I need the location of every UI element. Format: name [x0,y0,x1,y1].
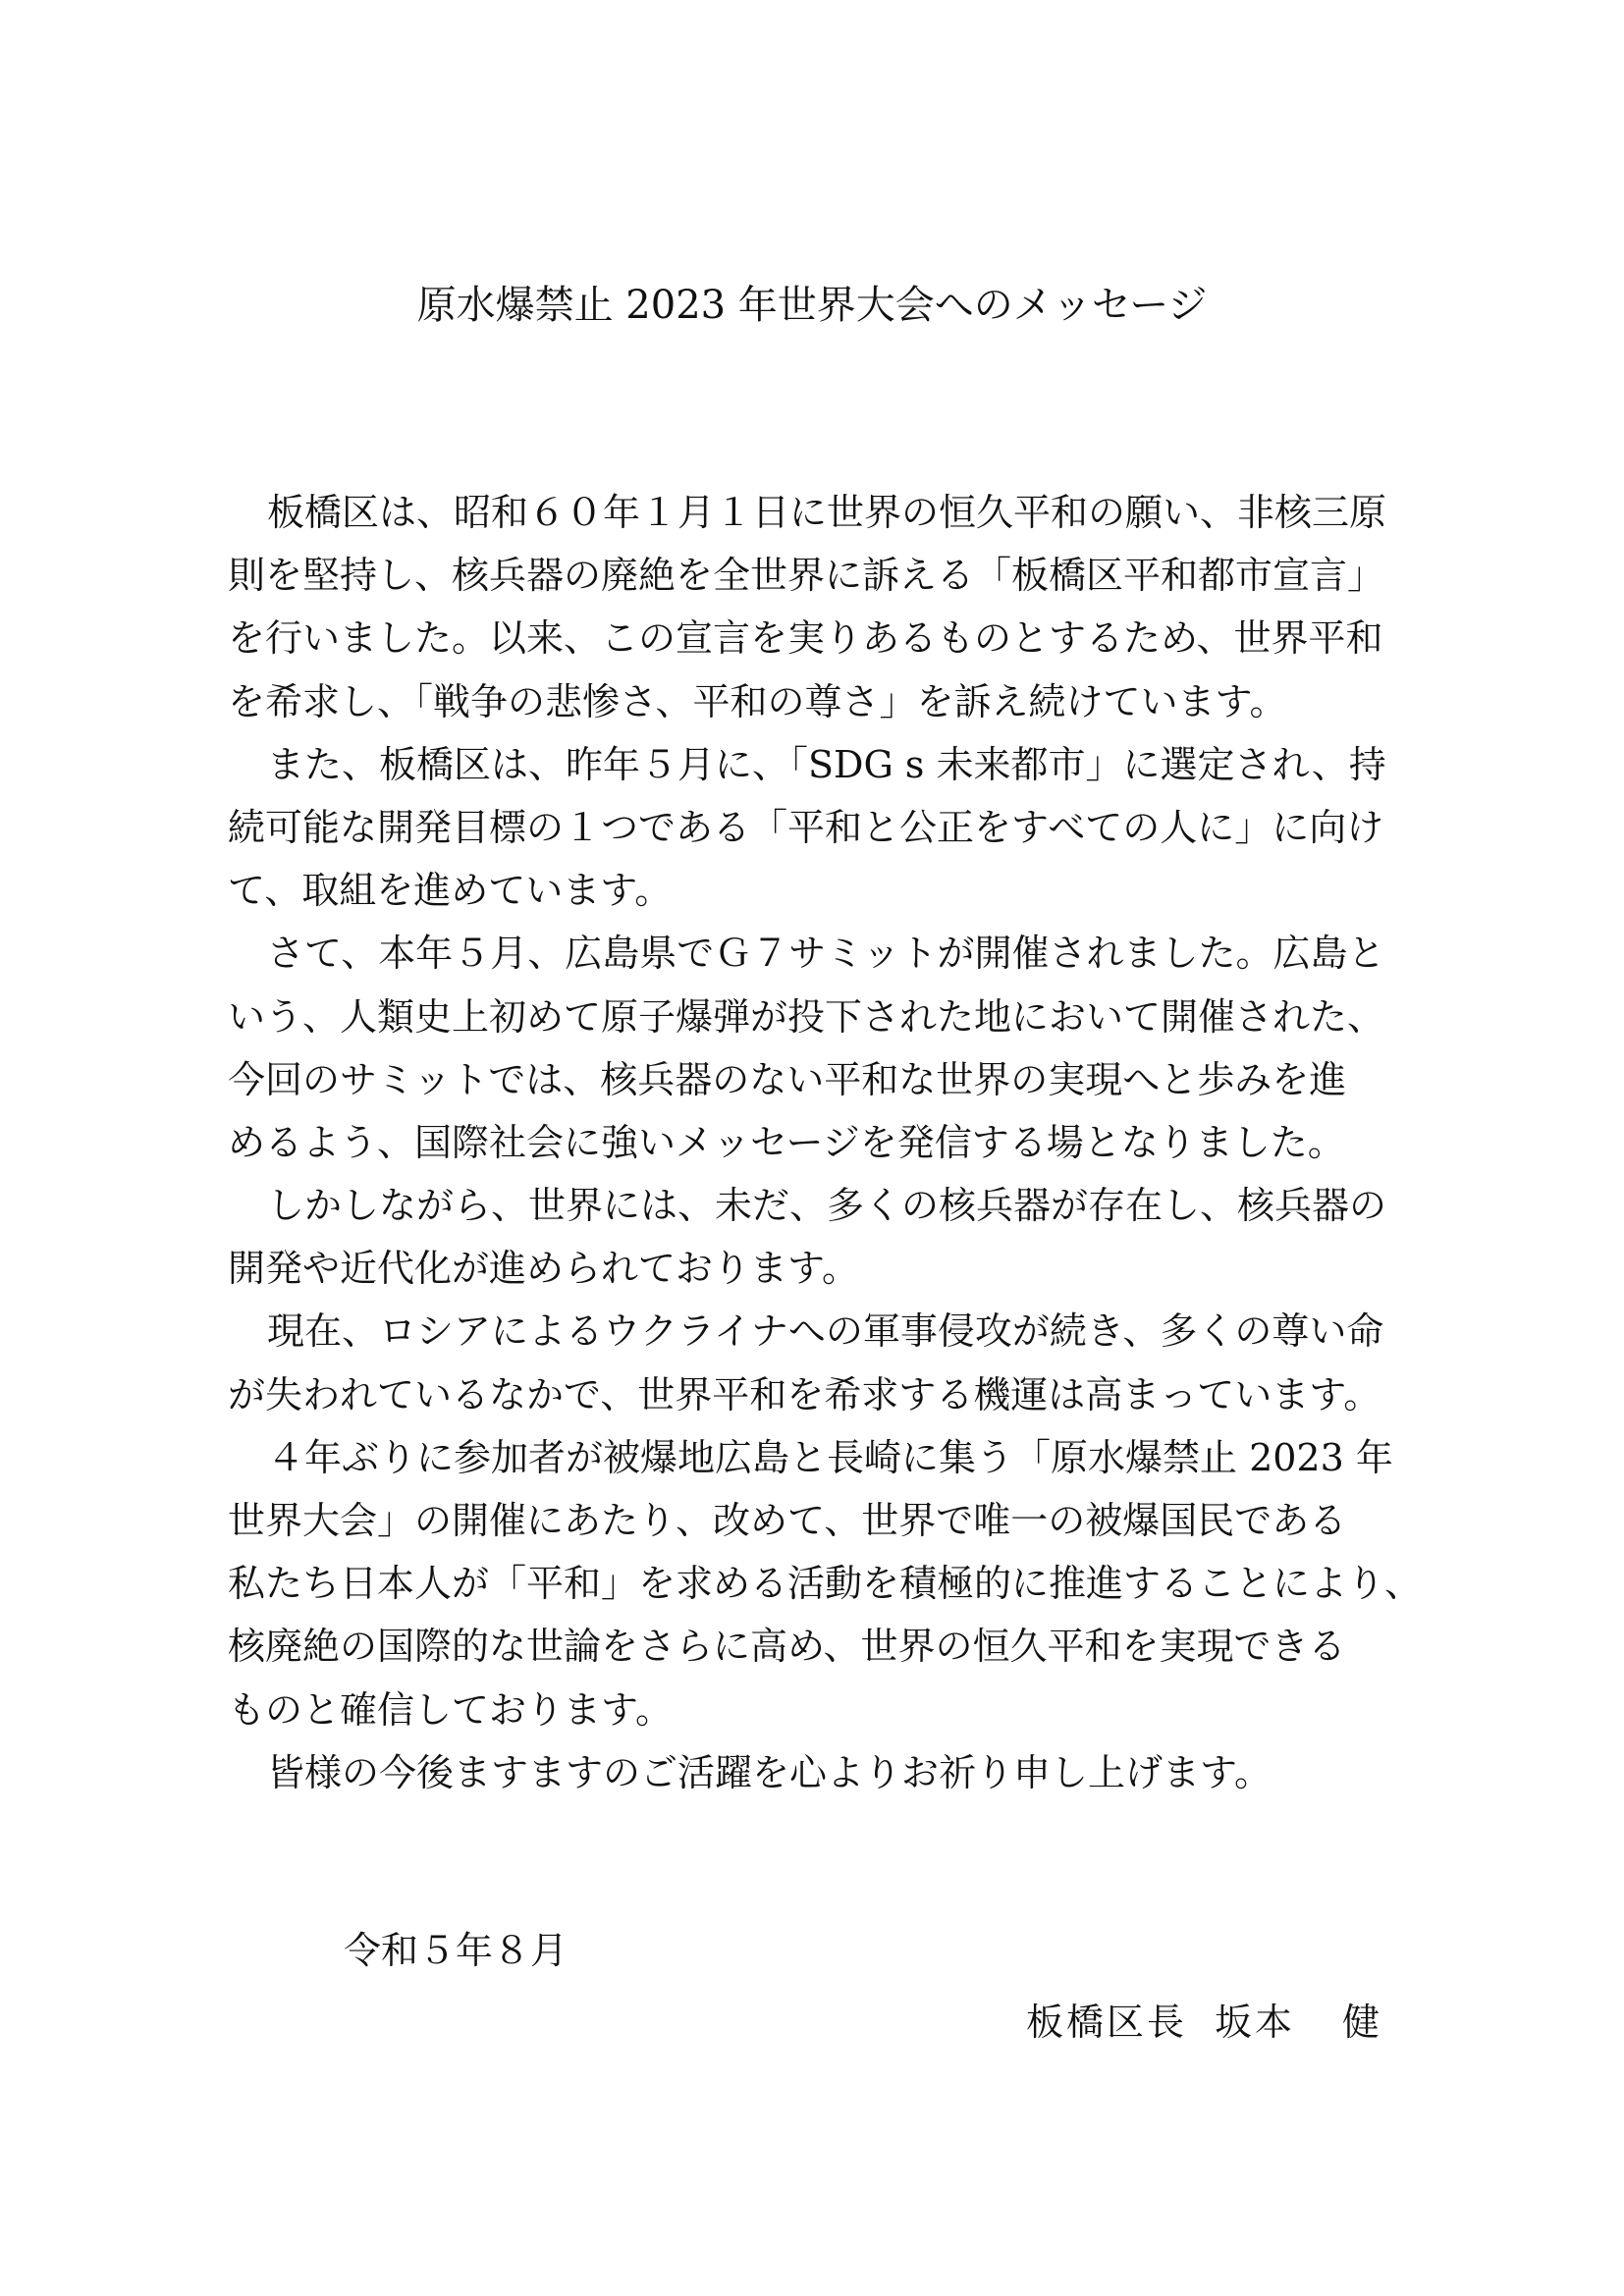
body-line: 開発や近代化が進められております。 [228,1247,859,1291]
signer-surname: 坂本 [1214,2001,1295,2044]
signature [1026,1993,1382,2052]
signer-title: 板橋区長 [1025,2001,1187,2044]
body-line: また、板橋区は、昨年５月に、「SDG s 未来都市」に選定され、持 [267,742,1386,786]
body-line: 私たち日本人が「平和」を求める活動を積極的に推進することにより、 [228,1562,1423,1606]
body-line: ものと確信しております。 [228,1687,673,1732]
body-line: が失われているなかで、世界平和を希求する機運は高まっています。 [228,1372,1381,1416]
body-line: いう、人類史上初めて原子爆弾が投下された地において開催された、 [228,994,1385,1039]
message-body [228,481,1423,1804]
body-line: を希求し、「戦争の悲惨さ、平和の尊さ」を訴え続けています。 [228,679,1287,723]
body-line: 皆様の今後ますますのご活躍を心よりお祈り申し上げます。 [267,1750,1272,1794]
body-line: を行いました。以来、この宣言を実りあるものとするため、世界平和 [228,616,1383,661]
document-date: 令和５年８月 [344,1929,568,1972]
body-line: ４年ぶりに参加者が被爆地広島と長崎に集う「原水爆禁止 2023 年 [267,1435,1393,1479]
body-line: 続可能な開発目標の１つである「平和と公正をすべての人に」に向け [228,805,1384,849]
signer-given-name: 健 [1341,2001,1382,2044]
body-line: さて、本年５月、広島県でＧ７サミットが開催されました。広島と [267,932,1385,976]
document-title: 原水爆禁止 2023 年世界大会へのメッセージ [416,283,1208,328]
body-line: て、取組を進めています。 [228,869,673,913]
body-line: 現在、ロシアによるウクライナへの軍事侵攻が続き、多くの尊い命 [267,1309,1384,1354]
body-line: 則を堅持し、核兵器の廃絶を全世界に訴える「板橋区平和都市宣言」 [228,554,1385,598]
body-line: しかしながら、世界には、未だ、多くの核兵器が存在し、核兵器の [267,1184,1387,1228]
body-line: 今回のサミットでは、核兵器のない平和な世界の実現へと歩みを進 [228,1057,1347,1101]
body-line: めるよう、国際社会に強いメッセージを発信する場となりました。 [228,1120,1345,1164]
body-line: 世界大会」の開催にあたり、改めて、世界で唯一の被爆国民である [228,1499,1347,1542]
body-line: 核廃絶の国際的な世論をさらに高め、世界の恒久平和を実現できる [228,1625,1346,1669]
body-line: 板橋区は、昭和６０年１月１日に世界の恒久平和の願い、非核三原 [267,491,1387,534]
